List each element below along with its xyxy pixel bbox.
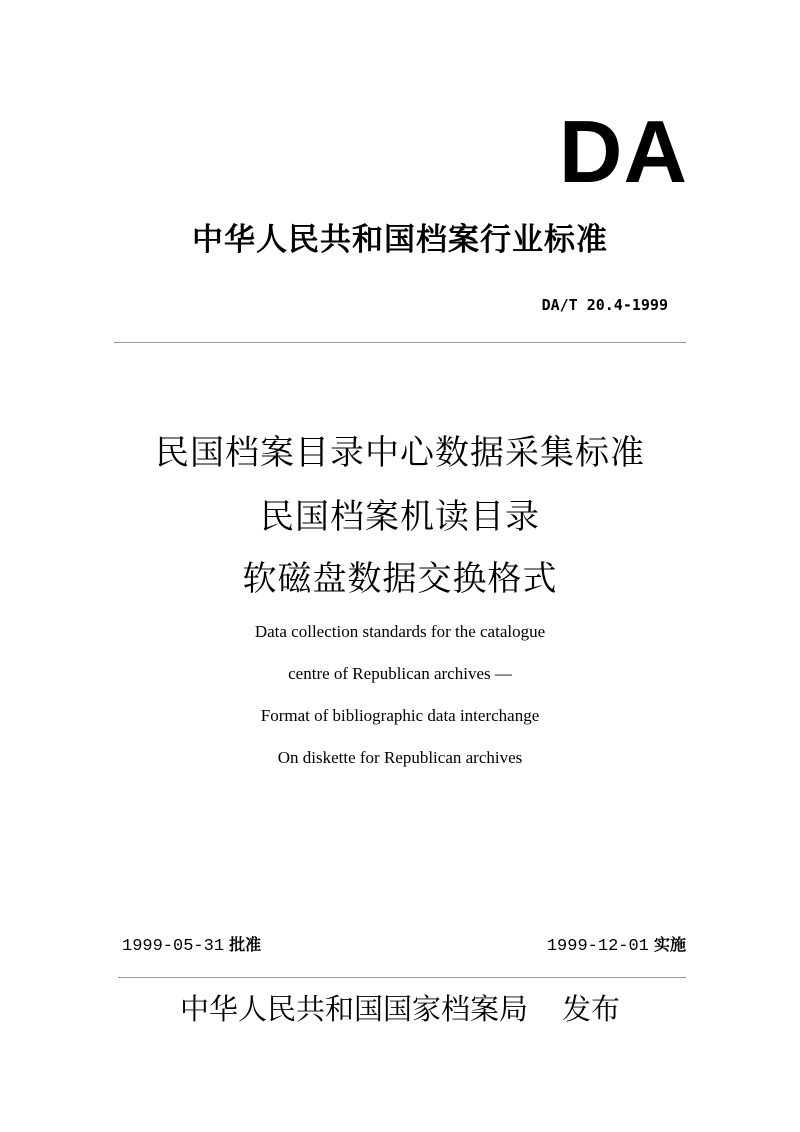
chinese-title-line-2: 民国档案机读目录 [260, 497, 540, 537]
implementation-date-value: 1999-12-01 [546, 937, 649, 956]
category-code: DA [558, 102, 688, 201]
approval-date [122, 932, 261, 960]
issuer [0, 988, 800, 1030]
organization-title: 中华人民共和国档案行业标准 [192, 222, 608, 258]
english-title-line-4: On diskette for Republican archives [277, 748, 523, 767]
standard-number: DA/T 20.4-1999 [541, 296, 668, 314]
issuer-name: 中华人民共和国国家档案局 [179, 992, 528, 1026]
english-title-line-2: centre of Republican archives — [288, 664, 512, 683]
chinese-title-line-3: 软磁盘数据交换格式 [242, 559, 558, 599]
header-divider [114, 342, 686, 343]
approval-label: 批准 [229, 935, 262, 954]
chinese-title-line-1: 民国档案目录中心数据采集标准 [155, 433, 645, 473]
english-title-line-1: Data collection standards for the catalogue [254, 622, 546, 641]
footer-divider [118, 977, 686, 978]
implementation-label: 实施 [653, 935, 686, 954]
english-title-line-3: Format of bibliographic data interchange [260, 706, 540, 725]
approval-date-value: 1999-05-31 [122, 937, 225, 956]
implementation-date [547, 932, 686, 960]
issuer-action: 发布 [562, 992, 621, 1026]
